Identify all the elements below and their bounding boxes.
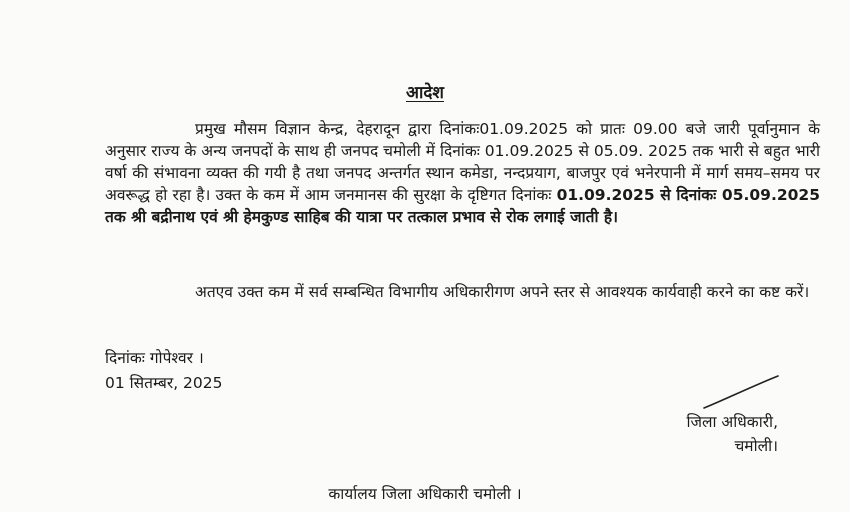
order-title: आदेश	[406, 83, 444, 103]
paragraph-1-bold-text: 01.09.2025 से दिनांकः 05.09.2025 तक श्री बद्रीनाथ एवं श्री हेमकुण्ड साहिब की यात्रा पर तत्काल प्रभाव से रोक लगाई जाती है।	[105, 186, 820, 226]
signature-mark	[700, 372, 782, 412]
office-footer: कार्यालय जिला अधिकारी चमोली ।	[328, 485, 522, 503]
paragraph-1-text: प्रमुख मौसम विज्ञान केन्द्र, देहरादून द्वारा दिनांकः01.09.2025 को प्रातः 09.00 बजे जारी पूर्वानुमान के अनुसार राज्य के अन्य जनपदों के साथ ही जनपद चमोली में दिनांकः 01.09.2025 से 05.09. 2025 तक भारी से बहुत भारी वर्षा की संभावना व्यक्त की गयी है तथा जनपद अन्तर्गत स्थान कमेडा, नन्दप्रयाग, बाजपुर एवं भनेरपानी में मार्ग समय–समय पर अवरूद्ध हो रहा है। उक्त के कम में आम जनमानस की सुरक्षा के दृष्टिगत दिनांकः	[105, 120, 820, 204]
place-line: दिनांकः गोपेश्वर ।	[105, 349, 204, 367]
order-paragraph-2: अतएव उक्त कम में सर्व सम्बन्धित विभागीय अधिकारीगण अपने स्तर से आवश्यक कार्यवाही करने का कष्ट करें।	[195, 283, 810, 301]
signatory-title: जिला अधिकारी,	[686, 413, 778, 431]
place-date-block	[105, 346, 223, 396]
order-paragraph-1	[105, 118, 820, 228]
signatory-block	[668, 410, 778, 458]
date-line: 01 सितम्बर, 2025	[105, 374, 223, 392]
signatory-place: चमोली।	[734, 437, 778, 455]
